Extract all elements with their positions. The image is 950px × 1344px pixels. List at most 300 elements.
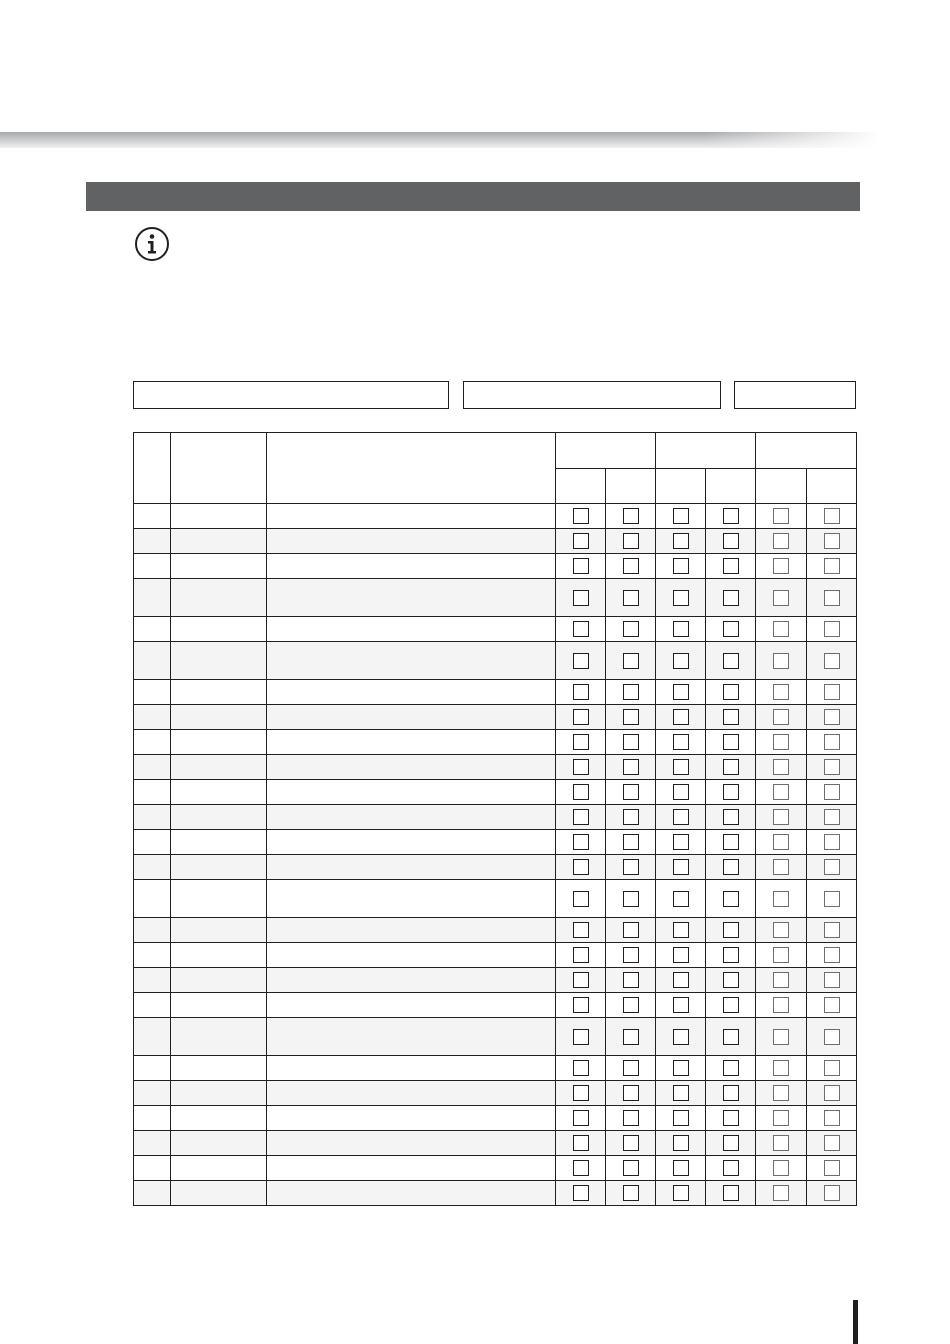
checkbox[interactable] <box>723 834 739 850</box>
checkbox[interactable] <box>673 709 689 725</box>
checkbox[interactable] <box>623 558 639 574</box>
checkbox[interactable] <box>824 558 840 574</box>
row-description-cell <box>267 805 556 830</box>
column-header-item <box>171 433 267 504</box>
checkbox[interactable] <box>824 684 840 700</box>
checkbox[interactable] <box>773 590 789 606</box>
checkbox-cell <box>656 855 706 880</box>
row-number-cell <box>134 529 171 554</box>
checkbox[interactable] <box>824 1085 840 1101</box>
checkbox[interactable] <box>723 859 739 875</box>
checkbox[interactable] <box>623 759 639 775</box>
checkbox[interactable] <box>573 1029 589 1045</box>
checkbox[interactable] <box>723 709 739 725</box>
checkbox[interactable] <box>824 621 840 637</box>
table-row <box>134 642 857 680</box>
checkbox[interactable] <box>723 784 739 800</box>
checkbox[interactable] <box>573 891 589 907</box>
table-row <box>134 1056 857 1081</box>
checkbox-cell <box>807 943 857 968</box>
checkbox[interactable] <box>573 972 589 988</box>
checkbox[interactable] <box>773 759 789 775</box>
checkbox[interactable] <box>623 1135 639 1151</box>
checkbox[interactable] <box>824 508 840 524</box>
row-description-cell <box>267 705 556 730</box>
checkbox-cell <box>706 1131 756 1156</box>
checkbox-cell <box>606 993 656 1018</box>
checkbox-cell <box>606 943 656 968</box>
checkbox[interactable] <box>623 621 639 637</box>
row-description-cell <box>267 504 556 529</box>
checkbox-cell <box>756 755 807 780</box>
checkbox-cell <box>606 1018 656 1056</box>
checkbox-cell <box>706 705 756 730</box>
checkbox[interactable] <box>623 859 639 875</box>
checkbox[interactable] <box>824 947 840 963</box>
table-row <box>134 918 857 943</box>
checkbox[interactable] <box>773 533 789 549</box>
row-description-cell <box>267 1106 556 1131</box>
checkbox[interactable] <box>623 784 639 800</box>
checkbox[interactable] <box>723 947 739 963</box>
checkbox[interactable] <box>673 947 689 963</box>
checkbox-cell <box>606 680 656 705</box>
checkbox-cell <box>606 1131 656 1156</box>
checkbox[interactable] <box>623 653 639 669</box>
checkbox-cell <box>706 680 756 705</box>
checkbox[interactable] <box>673 590 689 606</box>
checkbox[interactable] <box>573 1085 589 1101</box>
checkbox[interactable] <box>723 1029 739 1045</box>
checkbox[interactable] <box>623 809 639 825</box>
checkbox[interactable] <box>723 508 739 524</box>
checkbox[interactable] <box>673 972 689 988</box>
checkbox[interactable] <box>824 859 840 875</box>
checkbox-cell <box>807 730 857 755</box>
checkbox-cell <box>807 642 857 680</box>
checkbox[interactable] <box>573 1160 589 1176</box>
checkbox[interactable] <box>723 972 739 988</box>
checkbox[interactable] <box>623 1029 639 1045</box>
checkbox[interactable] <box>773 1029 789 1045</box>
checkbox[interactable] <box>723 1185 739 1201</box>
checkbox[interactable] <box>773 922 789 938</box>
checkbox-cell <box>807 855 857 880</box>
checkbox-cell <box>756 780 807 805</box>
checkbox-cell <box>606 755 656 780</box>
checkbox[interactable] <box>824 997 840 1013</box>
checkbox[interactable] <box>773 1185 789 1201</box>
sub-header-6 <box>807 469 857 504</box>
checkbox[interactable] <box>623 1110 639 1126</box>
checkbox[interactable] <box>573 834 589 850</box>
checkbox-cell <box>756 1131 807 1156</box>
checkbox-cell <box>706 880 756 918</box>
checkbox[interactable] <box>723 1085 739 1101</box>
checkbox-cell <box>756 943 807 968</box>
checkbox[interactable] <box>623 590 639 606</box>
checkbox[interactable] <box>573 759 589 775</box>
checkbox[interactable] <box>673 1085 689 1101</box>
row-number-cell <box>134 504 171 529</box>
row-number-cell <box>134 968 171 993</box>
checkbox[interactable] <box>673 1060 689 1076</box>
checkbox[interactable] <box>673 997 689 1013</box>
checkbox-cell <box>656 705 706 730</box>
checkbox[interactable] <box>573 1185 589 1201</box>
checkbox[interactable] <box>573 784 589 800</box>
checkbox-cell <box>606 918 656 943</box>
checkbox-cell <box>807 617 857 642</box>
checkbox[interactable] <box>773 1085 789 1101</box>
checkbox-cell <box>556 830 606 855</box>
checkbox[interactable] <box>723 558 739 574</box>
header-field-3[interactable] <box>734 381 856 409</box>
checkbox[interactable] <box>723 809 739 825</box>
checkbox[interactable] <box>673 859 689 875</box>
sub-header-4 <box>706 469 756 504</box>
row-number-cell <box>134 1156 171 1181</box>
checkbox-cell <box>807 993 857 1018</box>
checkbox-cell <box>656 617 706 642</box>
checkbox[interactable] <box>573 621 589 637</box>
checkbox[interactable] <box>573 533 589 549</box>
checkbox[interactable] <box>773 834 789 850</box>
row-item-cell <box>171 1156 267 1181</box>
checkbox-cell <box>556 880 606 918</box>
checkbox-cell <box>606 579 656 617</box>
checkbox[interactable] <box>573 859 589 875</box>
checkbox-cell <box>706 805 756 830</box>
checkbox[interactable] <box>723 684 739 700</box>
row-item-cell <box>171 1056 267 1081</box>
table-row <box>134 830 857 855</box>
checkbox-cell <box>807 529 857 554</box>
checkbox[interactable] <box>673 653 689 669</box>
checkbox[interactable] <box>723 621 739 637</box>
checkbox[interactable] <box>673 558 689 574</box>
checkbox-cell <box>656 805 706 830</box>
checkbox[interactable] <box>673 1135 689 1151</box>
checkbox-cell <box>656 579 706 617</box>
checkbox[interactable] <box>773 734 789 750</box>
checkbox-cell <box>756 1056 807 1081</box>
checkbox-cell <box>756 1106 807 1131</box>
checkbox-cell <box>656 993 706 1018</box>
row-item-cell <box>171 918 267 943</box>
checkbox[interactable] <box>773 1060 789 1076</box>
checkbox[interactable] <box>824 759 840 775</box>
checkbox-cell <box>756 705 807 730</box>
checkbox[interactable] <box>773 972 789 988</box>
checkbox[interactable] <box>824 834 840 850</box>
checkbox[interactable] <box>723 1060 739 1076</box>
checkbox[interactable] <box>773 859 789 875</box>
checkbox[interactable] <box>623 709 639 725</box>
checkbox[interactable] <box>824 1160 840 1176</box>
row-description-cell <box>267 780 556 805</box>
checkbox[interactable] <box>623 533 639 549</box>
checkbox-cell <box>807 1018 857 1056</box>
checkbox[interactable] <box>824 533 840 549</box>
checkbox-cell <box>807 504 857 529</box>
checkbox-cell <box>706 730 756 755</box>
checkbox[interactable] <box>573 997 589 1013</box>
checkbox[interactable] <box>623 508 639 524</box>
checkbox[interactable] <box>573 590 589 606</box>
checkbox-cell <box>807 579 857 617</box>
checkbox[interactable] <box>773 684 789 700</box>
row-item-cell <box>171 1181 267 1206</box>
checkbox-cell <box>656 1081 706 1106</box>
checkbox[interactable] <box>623 734 639 750</box>
checkbox[interactable] <box>673 891 689 907</box>
checkbox[interactable] <box>723 922 739 938</box>
checkbox[interactable] <box>573 809 589 825</box>
checkbox[interactable] <box>673 621 689 637</box>
checkbox[interactable] <box>623 891 639 907</box>
checkbox[interactable] <box>773 891 789 907</box>
checkbox-cell <box>706 755 756 780</box>
top-decorative-band <box>0 132 880 148</box>
row-item-cell <box>171 855 267 880</box>
checkbox-cell <box>807 1056 857 1081</box>
checkbox-cell <box>807 918 857 943</box>
checkbox[interactable] <box>673 922 689 938</box>
checkbox[interactable] <box>773 709 789 725</box>
checkbox[interactable] <box>723 1160 739 1176</box>
checkbox[interactable] <box>824 972 840 988</box>
checkbox[interactable] <box>723 734 739 750</box>
table-row <box>134 968 857 993</box>
checkbox[interactable] <box>673 809 689 825</box>
checkbox[interactable] <box>673 684 689 700</box>
checkbox[interactable] <box>673 1110 689 1126</box>
row-number-cell <box>134 880 171 918</box>
checkbox[interactable] <box>673 834 689 850</box>
checkbox[interactable] <box>723 533 739 549</box>
row-number-cell <box>134 642 171 680</box>
checkbox[interactable] <box>623 1060 639 1076</box>
checkbox-cell <box>807 1106 857 1131</box>
checkbox[interactable] <box>623 972 639 988</box>
row-item-cell <box>171 554 267 579</box>
table-row <box>134 1018 857 1056</box>
checkbox[interactable] <box>673 784 689 800</box>
checkbox-cell <box>807 1181 857 1206</box>
checkbox[interactable] <box>673 734 689 750</box>
checkbox[interactable] <box>623 1085 639 1101</box>
row-description-cell <box>267 579 556 617</box>
checkbox[interactable] <box>824 1060 840 1076</box>
checkbox[interactable] <box>673 508 689 524</box>
checkbox-cell <box>807 880 857 918</box>
checkbox-cell <box>706 1156 756 1181</box>
table-row <box>134 680 857 705</box>
checkbox-cell <box>556 993 606 1018</box>
checkbox[interactable] <box>773 621 789 637</box>
checkbox[interactable] <box>824 653 840 669</box>
table-header-row <box>134 433 857 469</box>
checkbox-cell <box>756 529 807 554</box>
checkbox-cell <box>606 830 656 855</box>
checkbox[interactable] <box>673 759 689 775</box>
checkbox-cell <box>606 504 656 529</box>
checkbox[interactable] <box>773 1135 789 1151</box>
checkbox[interactable] <box>623 997 639 1013</box>
checkbox-cell <box>556 780 606 805</box>
checkbox[interactable] <box>824 1135 840 1151</box>
checklist-table <box>133 432 857 1206</box>
checkbox[interactable] <box>573 558 589 574</box>
checkbox-cell <box>807 1081 857 1106</box>
table-row <box>134 1081 857 1106</box>
checkbox-cell <box>756 830 807 855</box>
checkbox-cell <box>756 968 807 993</box>
checkbox[interactable] <box>723 759 739 775</box>
table-row <box>134 529 857 554</box>
checkbox[interactable] <box>824 709 840 725</box>
checkbox-cell <box>656 1018 706 1056</box>
checkbox[interactable] <box>723 891 739 907</box>
checkbox[interactable] <box>773 653 789 669</box>
row-number-cell <box>134 830 171 855</box>
checkbox[interactable] <box>773 809 789 825</box>
checkbox[interactable] <box>824 809 840 825</box>
checkbox[interactable] <box>723 1135 739 1151</box>
checkbox-cell <box>807 830 857 855</box>
row-item-cell <box>171 880 267 918</box>
checkbox[interactable] <box>824 784 840 800</box>
row-number-cell <box>134 1106 171 1131</box>
checkbox-cell <box>756 1081 807 1106</box>
checkbox[interactable] <box>573 684 589 700</box>
row-item-cell <box>171 642 267 680</box>
checkbox[interactable] <box>773 558 789 574</box>
checkbox-cell <box>807 780 857 805</box>
row-description-cell <box>267 968 556 993</box>
checkbox-cell <box>756 855 807 880</box>
checkbox[interactable] <box>673 1160 689 1176</box>
checkbox[interactable] <box>623 684 639 700</box>
checkbox-cell <box>556 1131 606 1156</box>
group-header-3 <box>756 433 857 469</box>
checkbox-cell <box>656 1156 706 1181</box>
checkbox-cell <box>756 730 807 755</box>
checkbox[interactable] <box>773 1160 789 1176</box>
checkbox-cell <box>756 554 807 579</box>
checkbox[interactable] <box>773 784 789 800</box>
checkbox[interactable] <box>573 922 589 938</box>
row-item-cell <box>171 579 267 617</box>
checkbox-cell <box>756 918 807 943</box>
row-number-cell <box>134 918 171 943</box>
row-number-cell <box>134 730 171 755</box>
sub-header-3 <box>656 469 706 504</box>
row-item-cell <box>171 805 267 830</box>
sub-header-2 <box>606 469 656 504</box>
checkbox[interactable] <box>673 1185 689 1201</box>
checkbox[interactable] <box>573 1060 589 1076</box>
checkbox-cell <box>656 504 706 529</box>
checkbox-cell <box>606 529 656 554</box>
checkbox-cell <box>556 504 606 529</box>
checkbox[interactable] <box>824 1029 840 1045</box>
checkbox[interactable] <box>573 734 589 750</box>
checkbox[interactable] <box>573 947 589 963</box>
checkbox[interactable] <box>623 922 639 938</box>
checkbox[interactable] <box>773 508 789 524</box>
checkbox[interactable] <box>824 1185 840 1201</box>
checkbox[interactable] <box>824 891 840 907</box>
checkbox-cell <box>706 918 756 943</box>
checkbox[interactable] <box>673 533 689 549</box>
checkbox[interactable] <box>773 1110 789 1126</box>
checkbox-cell <box>756 805 807 830</box>
checkbox[interactable] <box>723 590 739 606</box>
checkbox[interactable] <box>824 922 840 938</box>
checkbox[interactable] <box>723 997 739 1013</box>
checkbox-cell <box>556 1106 606 1131</box>
checkbox-cell <box>556 943 606 968</box>
checkbox[interactable] <box>773 997 789 1013</box>
checkbox[interactable] <box>824 1110 840 1126</box>
checkbox[interactable] <box>824 590 840 606</box>
checkbox[interactable] <box>573 1135 589 1151</box>
checkbox-cell <box>706 642 756 680</box>
checkbox-cell <box>606 1181 656 1206</box>
checkbox[interactable] <box>573 508 589 524</box>
sub-header-5 <box>756 469 807 504</box>
checkbox-cell <box>606 730 656 755</box>
checkbox[interactable] <box>723 1110 739 1126</box>
checkbox[interactable] <box>673 1029 689 1045</box>
row-description-cell <box>267 730 556 755</box>
checkbox-cell <box>756 1018 807 1056</box>
checkbox-cell <box>606 1106 656 1131</box>
checkbox[interactable] <box>573 709 589 725</box>
checkbox[interactable] <box>573 653 589 669</box>
row-item-cell <box>171 780 267 805</box>
checkbox[interactable] <box>623 1160 639 1176</box>
checkbox-cell <box>606 1056 656 1081</box>
checkbox-cell <box>556 617 606 642</box>
header-field-2[interactable] <box>463 381 721 409</box>
checkbox[interactable] <box>723 653 739 669</box>
checkbox-cell <box>556 755 606 780</box>
checkbox[interactable] <box>623 834 639 850</box>
row-description-cell <box>267 880 556 918</box>
checkbox-cell <box>556 554 606 579</box>
checkbox-cell <box>756 880 807 918</box>
checkbox[interactable] <box>773 947 789 963</box>
checkbox-cell <box>656 943 706 968</box>
row-description-cell <box>267 1181 556 1206</box>
table-row <box>134 943 857 968</box>
row-number-cell <box>134 579 171 617</box>
checkbox-cell <box>706 504 756 529</box>
header-field-1[interactable] <box>133 381 449 409</box>
checkbox-cell <box>656 1181 706 1206</box>
checkbox-cell <box>556 730 606 755</box>
checkbox[interactable] <box>573 1110 589 1126</box>
checkbox-cell <box>706 855 756 880</box>
checkbox[interactable] <box>623 947 639 963</box>
checkbox-cell <box>556 579 606 617</box>
checkbox[interactable] <box>824 734 840 750</box>
checkbox[interactable] <box>623 1185 639 1201</box>
checkbox-cell <box>656 730 706 755</box>
